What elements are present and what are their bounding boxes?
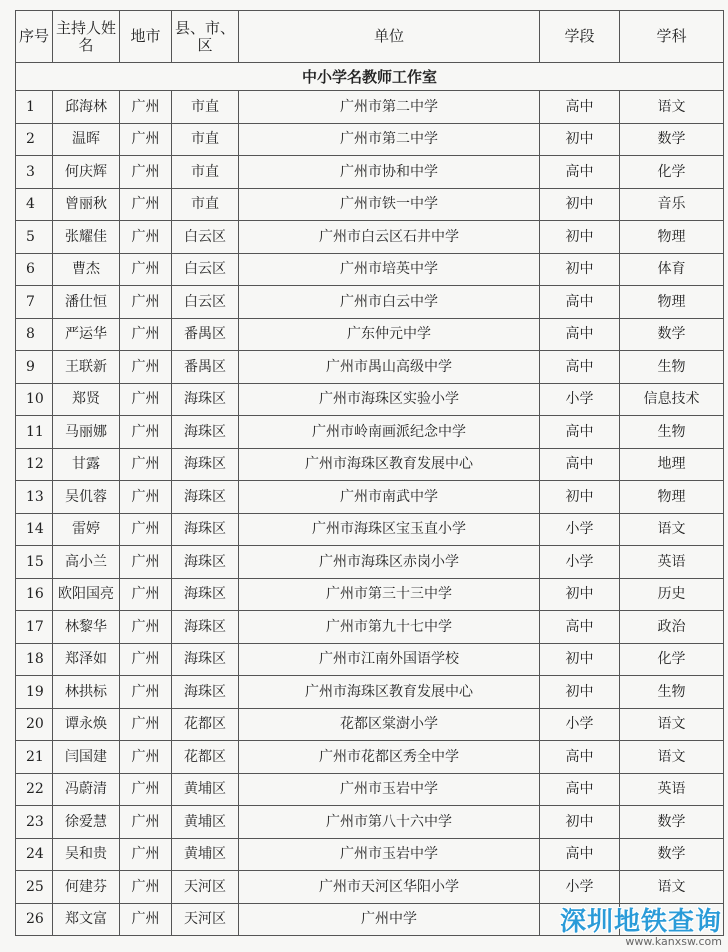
cell-name: 谭永焕 [53, 708, 120, 741]
cell-city: 广州 [120, 643, 172, 676]
cell-subject: 历史 [620, 578, 724, 611]
cell-stage: 高中 [540, 448, 620, 481]
cell-stage: 高中 [540, 416, 620, 449]
table-row [16, 546, 724, 579]
cell-subject: 数学 [620, 838, 724, 871]
cell-stage: 初中 [540, 676, 620, 709]
cell-idx: 11 [16, 416, 53, 449]
cell-unit: 广州市海珠区教育发展中心 [239, 448, 540, 481]
table-row [16, 318, 724, 351]
cell-name: 郑文富 [53, 903, 120, 936]
cell-stage: 高中 [540, 741, 620, 774]
cell-name: 张耀佳 [53, 221, 120, 254]
cell-idx: 19 [16, 676, 53, 709]
table-row [16, 741, 724, 774]
cell-stage: 高中 [540, 156, 620, 189]
cell-unit: 广州中学 [239, 903, 540, 936]
cell-city: 广州 [120, 513, 172, 546]
cell-unit: 广州市第九十七中学 [239, 611, 540, 644]
cell-district: 白云区 [172, 253, 239, 286]
cell-unit: 广东仲元中学 [239, 318, 540, 351]
cell-idx: 8 [16, 318, 53, 351]
cell-city: 广州 [120, 611, 172, 644]
watermark-title: 深圳地铁查询 [559, 907, 722, 937]
cell-city: 广州 [120, 578, 172, 611]
cell-idx: 26 [16, 903, 53, 936]
cell-city: 广州 [120, 481, 172, 514]
watermark-url: www.kanxsw.com [625, 935, 722, 948]
cell-unit: 广州市海珠区实验小学 [239, 383, 540, 416]
section-title: 中小学名教师工作室 [16, 63, 724, 91]
table-row [16, 578, 724, 611]
cell-idx: 2 [16, 123, 53, 156]
cell-stage: 小学 [540, 871, 620, 904]
cell-stage: 初中 [540, 221, 620, 254]
header-name: 主持人姓名 [53, 11, 120, 63]
table-row [16, 481, 724, 514]
section-row [16, 63, 724, 91]
cell-subject: 生物 [620, 676, 724, 709]
cell-city: 广州 [120, 838, 172, 871]
cell-idx: 15 [16, 546, 53, 579]
cell-name: 林拱标 [53, 676, 120, 709]
cell-district: 黄埔区 [172, 806, 239, 839]
cell-name: 雷婷 [53, 513, 120, 546]
table-row [16, 871, 724, 904]
table-row [16, 513, 724, 546]
cell-unit: 广州市第八十六中学 [239, 806, 540, 839]
cell-stage: 初中 [540, 123, 620, 156]
cell-district: 市直 [172, 123, 239, 156]
cell-idx: 5 [16, 221, 53, 254]
cell-unit: 广州市海珠区教育发展中心 [239, 676, 540, 709]
header-stage: 学段 [540, 11, 620, 63]
cell-name: 温晖 [53, 123, 120, 156]
cell-idx: 14 [16, 513, 53, 546]
cell-subject: 物理 [620, 286, 724, 319]
cell-subject: 数学 [620, 318, 724, 351]
cell-stage: 高中 [540, 91, 620, 124]
cell-subject: 物理 [620, 221, 724, 254]
cell-district: 市直 [172, 156, 239, 189]
table-row [16, 643, 724, 676]
cell-name: 何建芬 [53, 871, 120, 904]
table-row [16, 676, 724, 709]
cell-unit: 广州市铁一中学 [239, 188, 540, 221]
table-row [16, 221, 724, 254]
table-row [16, 123, 724, 156]
table-row [16, 448, 724, 481]
cell-city: 广州 [120, 123, 172, 156]
cell-name: 吴仉蓉 [53, 481, 120, 514]
cell-city: 广州 [120, 156, 172, 189]
cell-city: 广州 [120, 286, 172, 319]
cell-name: 高小兰 [53, 546, 120, 579]
cell-subject: 物理 [620, 481, 724, 514]
cell-idx: 12 [16, 448, 53, 481]
cell-name: 甘露 [53, 448, 120, 481]
cell-unit: 广州市南武中学 [239, 481, 540, 514]
cell-city: 广州 [120, 741, 172, 774]
cell-idx: 10 [16, 383, 53, 416]
cell-stage: 高中 [540, 286, 620, 319]
cell-idx: 1 [16, 91, 53, 124]
cell-unit: 广州市岭南画派纪念中学 [239, 416, 540, 449]
cell-unit: 广州市白云中学 [239, 286, 540, 319]
cell-name: 马丽娜 [53, 416, 120, 449]
cell-stage: 初中 [540, 188, 620, 221]
cell-stage: 高中 [540, 773, 620, 806]
cell-stage: 初中 [540, 643, 620, 676]
cell-name: 林黎华 [53, 611, 120, 644]
cell-stage: 初中 [540, 806, 620, 839]
cell-stage: 小学 [540, 546, 620, 579]
cell-subject: 生物 [620, 351, 724, 384]
cell-district: 海珠区 [172, 448, 239, 481]
cell-district: 海珠区 [172, 643, 239, 676]
table-row [16, 351, 724, 384]
cell-city: 广州 [120, 221, 172, 254]
cell-district: 海珠区 [172, 383, 239, 416]
cell-stage: 高中 [540, 351, 620, 384]
teacher-studio-table [15, 10, 724, 936]
cell-city: 广州 [120, 351, 172, 384]
cell-subject: 音乐 [620, 188, 724, 221]
cell-stage: 初中 [540, 578, 620, 611]
cell-district: 黄埔区 [172, 838, 239, 871]
cell-name: 郑泽如 [53, 643, 120, 676]
cell-city: 广州 [120, 903, 172, 936]
cell-idx: 6 [16, 253, 53, 286]
cell-city: 广州 [120, 806, 172, 839]
cell-name: 曹杰 [53, 253, 120, 286]
cell-name: 欧阳国亮 [53, 578, 120, 611]
cell-subject: 体育 [620, 253, 724, 286]
cell-idx: 18 [16, 643, 53, 676]
cell-district: 海珠区 [172, 546, 239, 579]
cell-unit: 广州市玉岩中学 [239, 838, 540, 871]
table-row [16, 91, 724, 124]
cell-unit: 广州市禺山高级中学 [239, 351, 540, 384]
cell-unit: 广州市玉岩中学 [239, 773, 540, 806]
cell-city: 广州 [120, 676, 172, 709]
cell-subject: 英语 [620, 546, 724, 579]
cell-district: 番禺区 [172, 318, 239, 351]
cell-unit: 广州市海珠区宝玉直小学 [239, 513, 540, 546]
cell-district: 天河区 [172, 903, 239, 936]
cell-idx: 24 [16, 838, 53, 871]
header-subject: 学科 [620, 11, 724, 63]
cell-subject: 地理 [620, 448, 724, 481]
cell-city: 广州 [120, 383, 172, 416]
table-row [16, 838, 724, 871]
header-district: 县、市、区 [172, 11, 239, 63]
cell-name: 郑贤 [53, 383, 120, 416]
cell-subject: 信息技术 [620, 383, 724, 416]
cell-subject: 数学 [620, 806, 724, 839]
cell-unit: 广州市第二中学 [239, 91, 540, 124]
cell-city: 广州 [120, 773, 172, 806]
cell-name: 冯蔚清 [53, 773, 120, 806]
cell-subject: 语文 [620, 708, 724, 741]
cell-district: 市直 [172, 91, 239, 124]
cell-district: 海珠区 [172, 416, 239, 449]
cell-city: 广州 [120, 448, 172, 481]
cell-unit: 广州市培英中学 [239, 253, 540, 286]
cell-subject: 语文 [620, 513, 724, 546]
cell-subject: 生物 [620, 416, 724, 449]
table-row [16, 806, 724, 839]
cell-city: 广州 [120, 253, 172, 286]
cell-city: 广州 [120, 546, 172, 579]
cell-subject: 语文 [620, 91, 724, 124]
cell-stage: 小学 [540, 708, 620, 741]
cell-idx: 16 [16, 578, 53, 611]
header-city: 地市 [120, 11, 172, 63]
cell-district: 海珠区 [172, 611, 239, 644]
cell-district: 天河区 [172, 871, 239, 904]
cell-name: 严运华 [53, 318, 120, 351]
cell-stage: 高中 [540, 318, 620, 351]
cell-idx: 3 [16, 156, 53, 189]
cell-district: 海珠区 [172, 513, 239, 546]
cell-unit: 广州市协和中学 [239, 156, 540, 189]
cell-stage: 初中 [540, 253, 620, 286]
cell-idx: 13 [16, 481, 53, 514]
cell-unit: 广州市江南外国语学校 [239, 643, 540, 676]
watermark [560, 901, 722, 948]
cell-city: 广州 [120, 188, 172, 221]
cell-city: 广州 [120, 871, 172, 904]
header-row [16, 11, 724, 63]
cell-idx: 7 [16, 286, 53, 319]
cell-idx: 25 [16, 871, 53, 904]
cell-unit: 广州市花都区秀全中学 [239, 741, 540, 774]
cell-name: 曾丽秋 [53, 188, 120, 221]
cell-idx: 21 [16, 741, 53, 774]
cell-unit: 广州市第二中学 [239, 123, 540, 156]
cell-stage: 小学 [540, 383, 620, 416]
cell-subject: 化学 [620, 156, 724, 189]
cell-idx: 17 [16, 611, 53, 644]
cell-name: 何庆辉 [53, 156, 120, 189]
table-row [16, 188, 724, 221]
cell-district: 海珠区 [172, 578, 239, 611]
cell-name: 吴和贵 [53, 838, 120, 871]
cell-city: 广州 [120, 416, 172, 449]
cell-stage: 高中 [540, 611, 620, 644]
cell-unit: 广州市第三十三中学 [239, 578, 540, 611]
cell-district: 白云区 [172, 221, 239, 254]
cell-district: 海珠区 [172, 481, 239, 514]
cell-district: 番禺区 [172, 351, 239, 384]
cell-district: 市直 [172, 188, 239, 221]
cell-subject: 语文 [620, 741, 724, 774]
cell-subject: 英语 [620, 773, 724, 806]
table-row [16, 383, 724, 416]
cell-name: 邱海林 [53, 91, 120, 124]
cell-district: 白云区 [172, 286, 239, 319]
cell-subject: 数学 [620, 123, 724, 156]
cell-stage: 小学 [540, 513, 620, 546]
table-row [16, 286, 724, 319]
table-row [16, 416, 724, 449]
cell-idx: 23 [16, 806, 53, 839]
table-row [16, 708, 724, 741]
cell-name: 徐爱慧 [53, 806, 120, 839]
cell-city: 广州 [120, 91, 172, 124]
cell-idx: 20 [16, 708, 53, 741]
table-row [16, 253, 724, 286]
cell-district: 花都区 [172, 708, 239, 741]
cell-stage: 高中 [540, 838, 620, 871]
header-idx: 序号 [16, 11, 53, 63]
cell-idx: 9 [16, 351, 53, 384]
cell-idx: 4 [16, 188, 53, 221]
cell-subject: 政治 [620, 611, 724, 644]
cell-subject: 语文 [620, 871, 724, 904]
cell-district: 海珠区 [172, 676, 239, 709]
cell-district: 黄埔区 [172, 773, 239, 806]
cell-subject: 化学 [620, 643, 724, 676]
cell-name: 闫国建 [53, 741, 120, 774]
cell-unit: 广州市海珠区赤岗小学 [239, 546, 540, 579]
cell-unit: 广州市天河区华阳小学 [239, 871, 540, 904]
cell-stage: 初中 [540, 481, 620, 514]
table-row [16, 611, 724, 644]
cell-city: 广州 [120, 318, 172, 351]
cell-name: 王联新 [53, 351, 120, 384]
table-row [16, 156, 724, 189]
table-row [16, 773, 724, 806]
cell-idx: 22 [16, 773, 53, 806]
cell-name: 潘仕恒 [53, 286, 120, 319]
cell-city: 广州 [120, 708, 172, 741]
header-unit: 单位 [239, 11, 540, 63]
cell-unit: 花都区棠澍小学 [239, 708, 540, 741]
cell-unit: 广州市白云区石井中学 [239, 221, 540, 254]
cell-district: 花都区 [172, 741, 239, 774]
